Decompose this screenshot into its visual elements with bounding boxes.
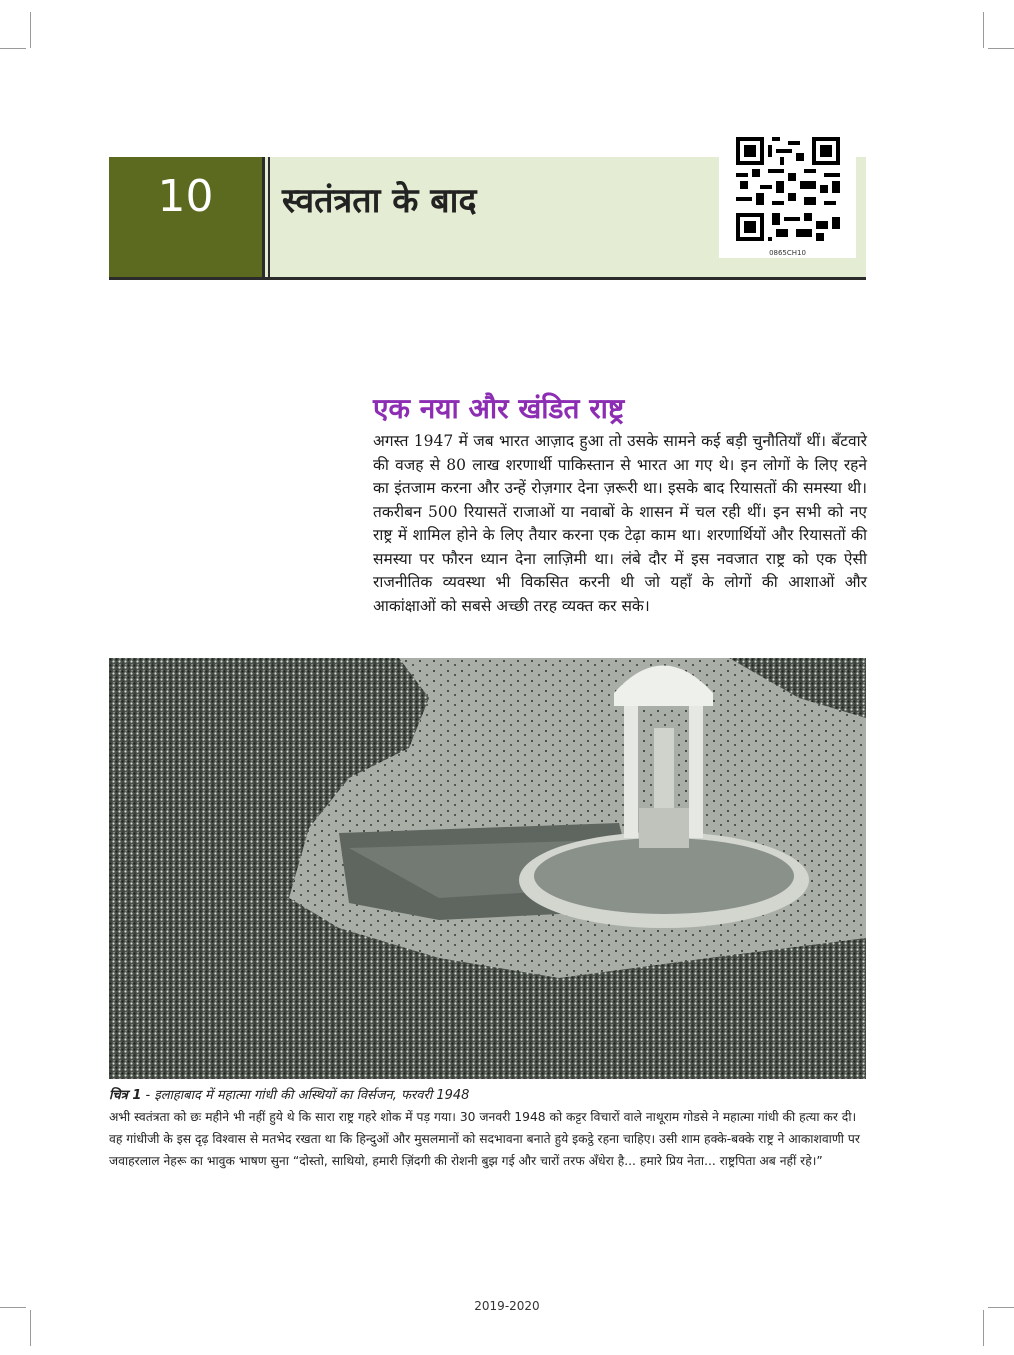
crowd-photo [109, 658, 866, 1079]
intro-paragraph: अगस्त 1947 में जब भारत आज़ाद हुआ तो उसके सामने कई बड़ी चुनौतियाँ थीं। बँटवारे की वजह से 80 लाख शरणार्थी पाकिस्तान से भारत आ गए थे। इन लोगों के लिए रहने का इंतजाम करना और उन्हें रोज़गार देना ज़रूरी था। इसके बाद रियासतों की समस्या थी। तकरीबन 500 रियासतें राजाओं या नवाबों के शासन में चल रही थीं। इन सभी को नए राष्ट्र में शामिल होने के लिए तैयार करना एक टेढ़ा काम था। शरणार्थियों और रियासतों की समस्या पर फौरन ध्यान देना लाज़िमी था। लंबे दौर में इस नवजात राष्ट्र को एक ऐसी राजनीतिक व्यवस्था भी विकसित करनी थी जो यहाँ के लोगों की आशाओं और आकांक्षाओं को सबसे अच्छी तरह व्यक्त कर सके। [373, 432, 867, 615]
crop-mark [983, 12, 984, 48]
crop-mark [983, 1310, 984, 1346]
crop-mark [30, 12, 31, 48]
crop-mark [988, 48, 1014, 49]
figure-title: - इलाहाबाद में महात्मा गांधी की अस्थियों का विर्सजन, फरवरी 1948 [141, 1088, 470, 1103]
qr-code-icon[interactable] [736, 137, 840, 241]
qr-code-card[interactable] [719, 132, 856, 258]
header-divider [268, 157, 270, 277]
crop-mark [0, 48, 26, 49]
chapter-title: स्वतंत्रता के बाद [282, 181, 477, 221]
year-footer: 2019-2020 [474, 1299, 540, 1313]
crowd-photo-image [109, 658, 866, 1079]
chapter-number-box [109, 157, 262, 277]
section-heading: एक नया और खंडित राष्ट्र [373, 392, 625, 425]
figure-label: चित्र 1 [109, 1088, 142, 1103]
header-divider [262, 157, 265, 277]
chapter-number: 10 [157, 171, 214, 222]
figure-caption-title [109, 1085, 469, 1103]
qr-code-label: 0865CH10 [769, 249, 806, 257]
crop-mark [30, 1310, 31, 1346]
figure-caption-body: अभी स्वतंत्रता को छः महीने भी नहीं हुये थे कि सारा राष्ट्र गहरे शोक में पड़ गया। 30 जनवरी 1948 को कट्टर विचारों वाले नाथूराम गोडसे ने महात्मा गांधी की हत्या कर दी। वह गांधीजी के इस दृढ़ विश्वास से मतभेद रखता था कि हिन्दुओं और मुसलमानों को सदभावना बनाते हुये इकट्ठे रहना चाहिए। उसी शाम हक्के-बक्के राष्ट्र ने आकाशवाणी पर जवाहरलाल नेहरू का भावुक भाषण सुना “दोस्तो, साथियो, हमारी ज़िंदगी की रोशनी बुझ गई और चारों तरफ अँधेरा है... हमारे प्रिय नेता... राष्ट्रपिता अब नहीं रहे।” [109, 1110, 860, 1168]
